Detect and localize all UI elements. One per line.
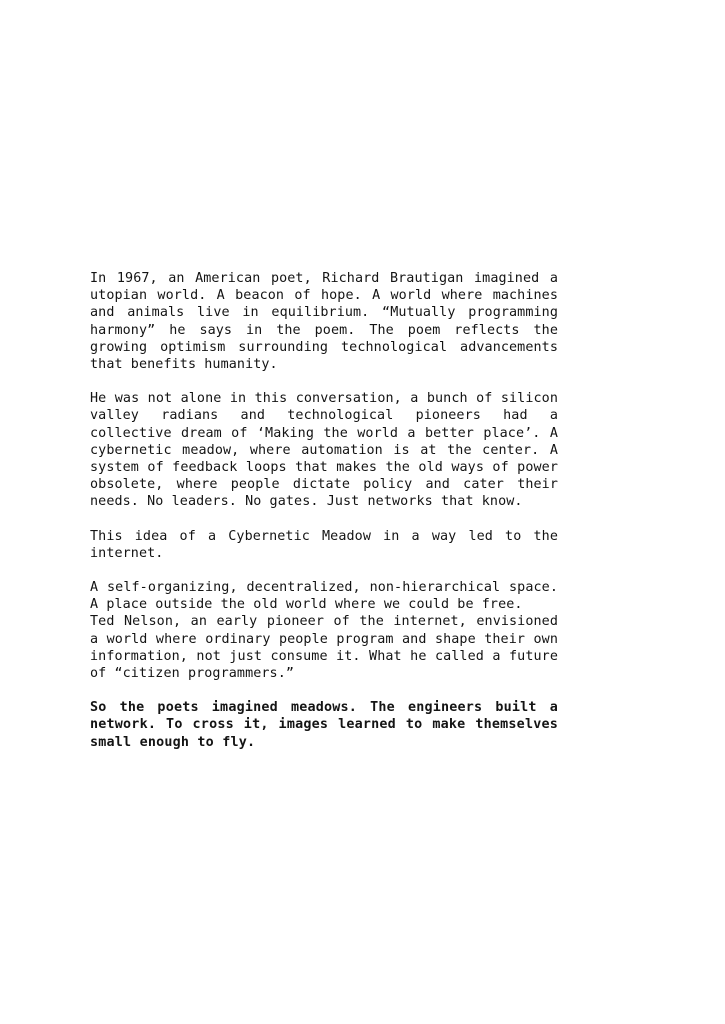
- body-text: [90, 270, 558, 768]
- paragraph-silicon-valley: He was not alone in this conversation, a bunch of silicon valley radians and technological pioneers had a collective dream of ‘Making the world a better place’. A cybernetic meadow, where automation is at the center. A system of feedback loops that makes the old ways of power obsolete, where people dictate policy and cater their needs. No leaders. No gates. Just networks that know.: [90, 391, 558, 510]
- paragraph-ted-nelson: Ted Nelson, an early pioneer of the internet, envisioned a world where ordinary people program and shape their own information, not just consume it. What he called a future of “citizen programmers.”: [90, 614, 558, 682]
- paragraph-self-organizing: A self-organizing, decentralized, non-hierarchical space. A place outside the old world where we could be free.: [90, 580, 558, 613]
- paragraph-conclusion: So the poets imagined meadows. The engineers built a network. To cross it, images learned to make themselves small enough to fly.: [90, 700, 558, 750]
- paragraph-cybernetic-meadow: This idea of a Cybernetic Meadow in a way led to the internet.: [90, 528, 558, 561]
- paragraph-brautigan: In 1967, an American poet, Richard Brautigan imagined a utopian world. A beacon of hope. A world where machines and animals live in equilibrium. “Mutually programming harmony” he says in the poem. The poem reflects the growing optimism surrounding technological advancements that benefits humanity.: [90, 271, 558, 373]
